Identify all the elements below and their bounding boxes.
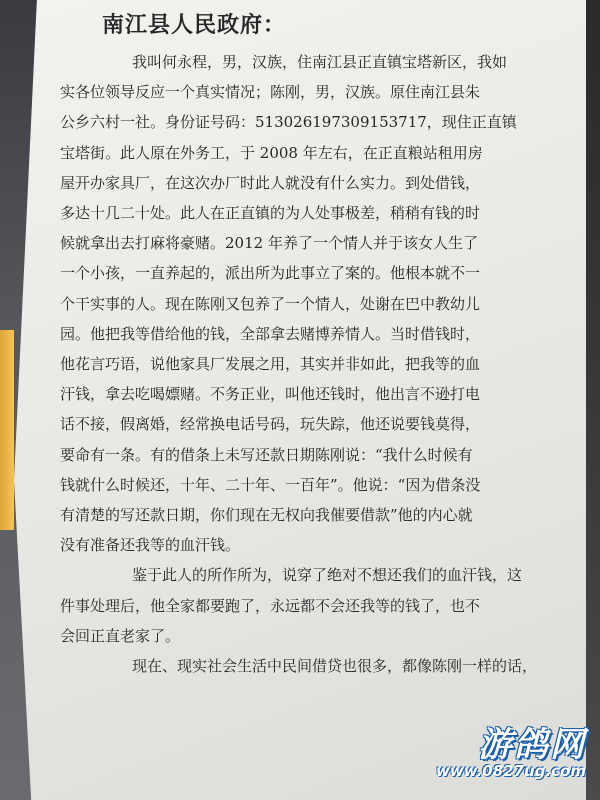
letter-line: 要命有一条。有的借条上未写还款日期陈刚说：“我什么时候有	[60, 445, 473, 464]
letter-line: 一个小孩，一直养起的，派出所为此事立了案的。他根本就不一	[60, 264, 481, 283]
letter-line: 园。他把我等借给他的钱，全部拿去赌博养情人。当时借钱时，	[60, 324, 481, 343]
letter-line: 我叫何永程，男，汉族，住南江县正直镇宝塔新区，我如	[132, 53, 508, 71]
letter-line: 现在、现实社会生活中民间借贷也很多，都像陈刚一样的话，	[132, 657, 538, 676]
letter-line: 鉴于此人的所作所为，说穿了绝对不想还我们的血汗钱，这	[132, 566, 523, 585]
letter-line: 话不接，假离婚，经常换电话号码，玩失踪，他还说要钱莫得，	[60, 415, 481, 434]
watermark-logo: 游鸽网	[478, 725, 586, 765]
letter-line: 屋开办家具厂，在这次办厂时此人就没有什么实力。到处借钱，	[60, 173, 481, 192]
yellow-object	[0, 330, 14, 530]
site-watermark	[436, 717, 586, 780]
letter-line: 汗钱，拿去吃喝嫖赌。不务正业，叫他还钱时，他出言不逊打电	[60, 385, 481, 404]
letter-content	[60, 8, 580, 681]
letter-line: 多达十几二十处。此人在正直镇的为人处事极差，稍稍有钱的时	[60, 204, 481, 223]
letter-line: 他花言巧语，说他家具厂发展之用，其实并非如此，把我等的血	[60, 355, 481, 374]
letter-line: 钱就什么时候还，十年、二十年、一百年”。他说：“因为借条没	[60, 475, 481, 494]
letter-line: 没有准备还我等的血汗钱。	[60, 536, 241, 555]
letter-line: 实各位领导反应一个真实情况；陈刚，男，汉族。原住南江县朱	[60, 83, 481, 102]
letter-line: 候就拿出去打麻将豪赌。2012 年养了一个情人并于该女人生了	[60, 234, 478, 253]
letter-line: 有清楚的写还款日期，你们现在无权向我催要借款”他的内心就	[60, 506, 473, 525]
letter-line: 会回正直老家了。	[60, 626, 181, 645]
letter-line: 件事处理后，他全家都要跑了，永远都不会还我等的钱了，也不	[60, 596, 481, 615]
watermark-url: www.0827ug.com	[436, 762, 586, 780]
letter-line: 公乡六村一社。身份证号码：513026197309153717，现住正直镇	[60, 113, 517, 132]
letter-line: 宝塔街。此人原在外务工，于 2008 年左右，在正直粮站租用房	[60, 143, 483, 162]
letter-title: 南江县人民政府：	[102, 12, 287, 38]
letter-line: 个干实事的人。现在陈刚又包养了一个情人，处谢在巴中教幼儿	[60, 294, 481, 313]
